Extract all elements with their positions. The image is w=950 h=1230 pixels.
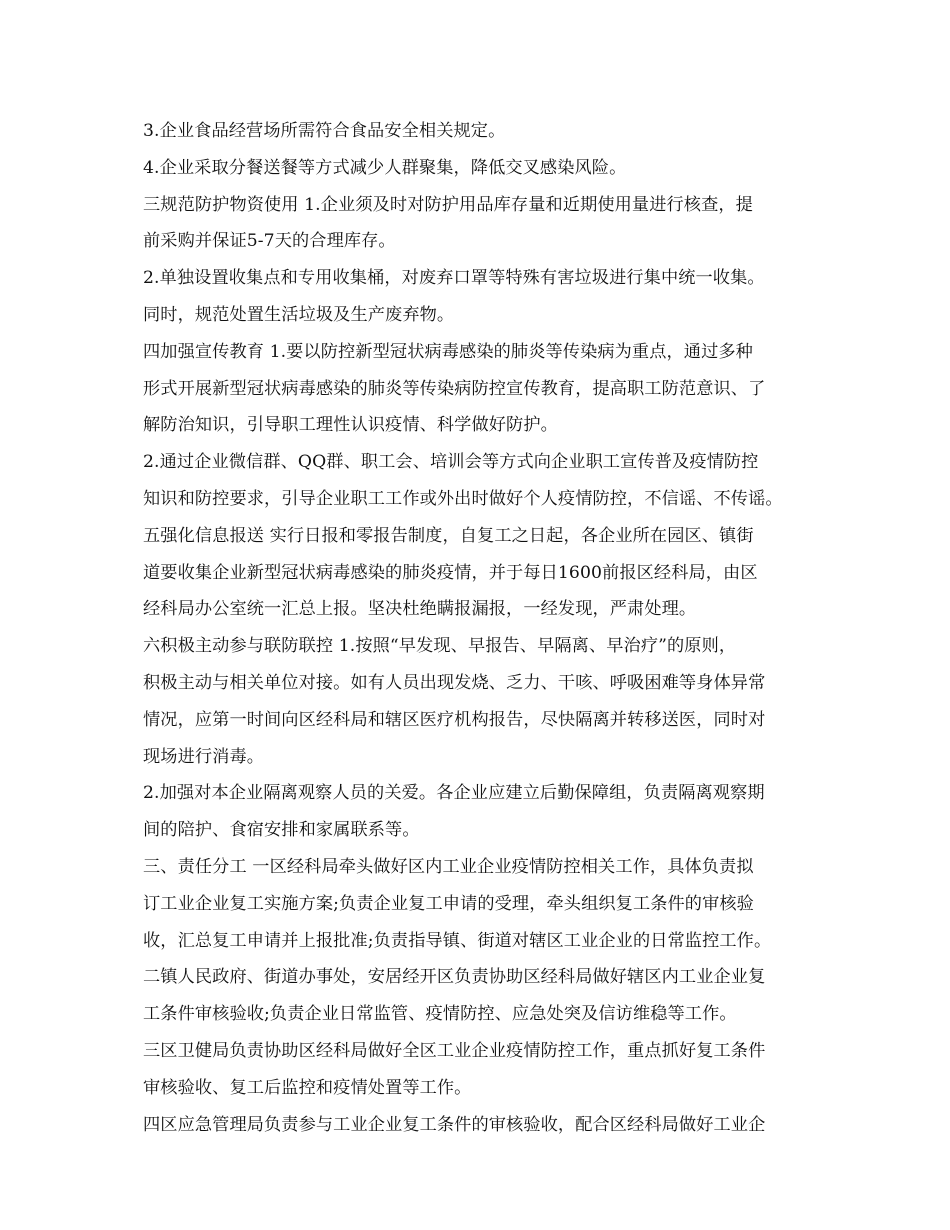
text-line: 前采购并保证5-7天的合理库存。 xyxy=(143,231,396,252)
text-line: 形式开展新型冠状病毒感染的肺炎等传染病防控宣传教育，提高职工防范意识、了 xyxy=(143,378,766,399)
text-line: 四加强宣传教育 1.要以防控新型冠状病毒感染的肺炎等传染病为重点，通过多种 xyxy=(143,341,753,362)
text-line: 二镇人民政府、街道办事处，安居经开区负责协助区经科局做好辖区内工业企业复 xyxy=(143,967,766,988)
text-line: 三区卫健局负责协助区经科局做好全区工业企业疫情防控工作，重点抓好复工条件 xyxy=(143,1040,766,1061)
text-line: 六积极主动参与联防联控 1.按照“早发现、早报告、早隔离、早治疗”的原则， xyxy=(143,636,737,657)
text-line: 四区应急管理局负责参与工业企业复工条件的审核验收，配合区经科局做好工业企 xyxy=(143,1114,766,1135)
text-line: 收，汇总复工申请并上报批准;负责指导镇、街道对辖区工业企业的日常监控工作。 xyxy=(143,930,772,951)
text-line: 4.企业采取分餐送餐等方式减少人群聚集，降低交叉感染风险。 xyxy=(143,157,627,178)
text-line: 2.通过企业微信群、QQ群、职工会、培训会等方式向企业职工宣传普及疫情防控 xyxy=(143,452,759,473)
text-line: 积极主动与相关单位对接。如有人员出现发烧、乏力、干咳、呼吸困难等身体异常 xyxy=(143,672,766,693)
text-line: 情况，应第一时间向区经科局和辖区医疗机构报告，尽快隔离并转移送医，同时对 xyxy=(143,709,766,730)
document-body xyxy=(143,113,823,1143)
text-line: 三、责任分工 一区经科局牵头做好区内工业企业疫情防控相关工作，具体负责拟 xyxy=(143,856,754,877)
text-line: 道要收集企业新型冠状病毒感染的肺炎疫情，并于每日1600前报区经科局，由区 xyxy=(143,562,758,583)
text-line: 2.单独设置收集点和专用收集桶，对废弃口罩等特殊有害垃圾进行集中统一收集。 xyxy=(143,268,765,289)
text-line: 2.加强对本企业隔离观察人员的关爱。各企业应建立后勤保障组，负责隔离观察期 xyxy=(143,783,765,804)
text-line: 审核验收、复工后监控和疫情处置等工作。 xyxy=(143,1077,472,1098)
text-line: 订工业企业复工实施方案;负责企业复工申请的受理，牵头组织复工条件的审核验 xyxy=(143,893,754,914)
text-line: 现场进行消毒。 xyxy=(143,746,265,767)
text-line: 三规范防护物资使用 1.企业须及时对防护用品库存量和近期使用量进行核查，提 xyxy=(143,194,753,215)
text-line: 解防治知识，引导职工理性认识疫情、科学做好防护。 xyxy=(143,415,558,436)
text-line: 3.企业食品经营场所需符合食品安全相关规定。 xyxy=(143,121,506,141)
text-line: 同时，规范处置生活垃圾及生产废弃物。 xyxy=(143,304,455,325)
text-line: 经科局办公室统一汇总上报。坚决杜绝瞒报漏报，一经发现，严肃处理。 xyxy=(143,599,697,620)
text-line: 工条件审核验收;负责企业日常监管、疫情防控、应急处突及信访维稳等工作。 xyxy=(143,1004,737,1025)
text-line: 五强化信息报送 实行日报和零报告制度，自复工之日起，各企业所在园区、镇街 xyxy=(143,525,754,546)
text-line: 间的陪护、食宿安排和家属联系等。 xyxy=(143,820,420,841)
text-line: 知识和防控要求，引导企业职工工作或外出时做好个人疫情防控，不信谣、不传谣。 xyxy=(143,488,783,509)
